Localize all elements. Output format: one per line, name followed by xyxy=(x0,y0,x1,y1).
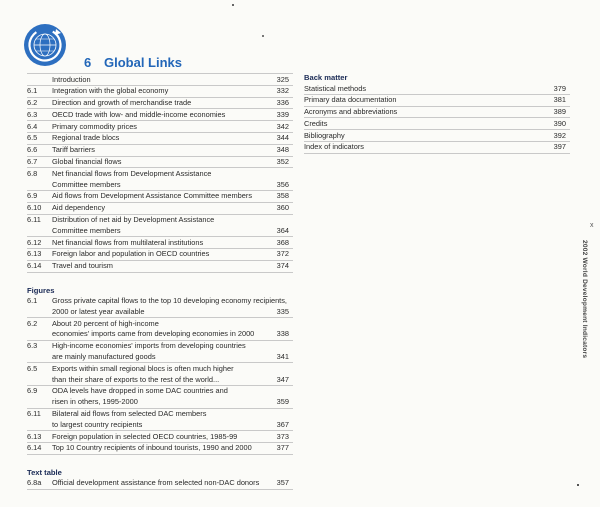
entry-title: Foreign population in selected OECD countries, 1985-99 xyxy=(52,431,238,441)
toc-row-continued xyxy=(27,329,293,341)
toc-row xyxy=(27,86,293,98)
toc-row xyxy=(27,443,293,455)
toc-row xyxy=(304,107,570,119)
toc-row xyxy=(27,431,293,443)
toc-row xyxy=(27,157,293,169)
toc-row xyxy=(27,237,293,249)
entry-title: High-income economies' imports from developing countries xyxy=(52,341,246,351)
entry-title: Top 10 Country recipients of inbound tourists, 1990 and 2000 xyxy=(52,443,252,453)
entry-page: 372 xyxy=(276,249,289,259)
entry-page: 381 xyxy=(553,95,566,105)
entry-title: Primary data documentation xyxy=(304,95,397,105)
entry-title-continued: 2000 or latest year available xyxy=(52,306,145,316)
entry-number: 6.6 xyxy=(27,145,38,155)
entry-page: 392 xyxy=(553,130,566,140)
entry-number: 6.14 xyxy=(27,443,42,453)
entry-page: 358 xyxy=(276,191,289,201)
toc-row xyxy=(27,215,293,226)
globe-logo-icon xyxy=(23,23,67,67)
entry-page: 356 xyxy=(276,179,289,189)
figures-list xyxy=(27,296,293,455)
entry-page: 373 xyxy=(276,431,289,441)
toc-row-continued xyxy=(27,419,293,431)
page-roman-numeral: x xyxy=(590,222,594,229)
entry-title: Bilateral aid flows from selected DAC members xyxy=(52,409,207,419)
toc-row xyxy=(27,296,293,307)
toc-row xyxy=(27,249,293,261)
entry-number: 6.1 xyxy=(27,296,38,306)
entry-title: Foreign labor and population in OECD countries xyxy=(52,249,210,259)
entry-page: 377 xyxy=(276,443,289,453)
entry-title-continued: Committee members xyxy=(52,225,121,235)
entry-page: 336 xyxy=(276,98,289,108)
toc-row xyxy=(304,95,570,107)
entry-title: Integration with the global economy xyxy=(52,86,169,96)
toc-row xyxy=(27,203,293,215)
entry-title: Official development assistance from selected non-DAC donors xyxy=(52,478,260,488)
entry-title-continued: to largest country recipients xyxy=(52,419,143,429)
back-matter-list xyxy=(304,83,570,154)
entry-number: 6.13 xyxy=(27,431,42,441)
toc-row xyxy=(304,83,570,95)
entry-number: 6.2 xyxy=(27,98,38,108)
entry-number: 6.9 xyxy=(27,386,38,396)
entry-number: 6.9 xyxy=(27,191,38,201)
entry-page: 357 xyxy=(276,478,289,488)
entry-number: 6.4 xyxy=(27,121,38,131)
entry-title: Regional trade blocs xyxy=(52,133,120,143)
toc-row xyxy=(304,130,570,142)
toc-row xyxy=(27,133,293,145)
toc-row xyxy=(27,145,293,157)
figures-heading: Figures xyxy=(27,285,55,295)
entry-title: OECD trade with low- and middle-income economies xyxy=(52,109,226,119)
entry-title: Primary commodity prices xyxy=(52,121,138,131)
entry-number: 6.12 xyxy=(27,237,42,247)
speck xyxy=(262,35,264,37)
entry-page: 352 xyxy=(276,157,289,167)
entry-number: 6.11 xyxy=(27,409,41,419)
entry-number: 6.5 xyxy=(27,363,38,373)
entry-page: 364 xyxy=(276,225,289,235)
entry-page: 359 xyxy=(276,397,289,407)
toc-row-continued xyxy=(27,397,293,409)
toc-row xyxy=(27,363,293,374)
entry-number: 6.13 xyxy=(27,249,42,259)
entry-title-continued: than their share of exports to the rest of the world... xyxy=(52,374,220,384)
entry-page: 325 xyxy=(276,74,289,84)
entry-title: About 20 percent of high-income xyxy=(52,318,159,328)
entry-number: 6.2 xyxy=(27,318,38,328)
toc-row xyxy=(304,142,570,154)
toc-row-continued xyxy=(27,225,293,237)
entry-page: 344 xyxy=(276,133,289,143)
entry-title: Net financial flows from multilateral institutions xyxy=(52,237,204,247)
speck xyxy=(577,484,579,486)
contents-right-column xyxy=(304,73,570,154)
toc-row xyxy=(27,386,293,397)
text-table-list xyxy=(27,478,293,490)
entry-title: Aid flows from Development Assistance Committee members xyxy=(52,191,253,201)
toc-row-continued xyxy=(27,306,293,318)
running-head: 2002 World Development Indicators xyxy=(581,240,588,359)
entry-page: 338 xyxy=(276,329,289,339)
toc-row xyxy=(27,318,293,329)
entry-title-continued: are mainly manufactured goods xyxy=(52,352,156,362)
toc-row-continued xyxy=(27,374,293,386)
entry-number: 6.3 xyxy=(27,341,38,351)
entry-page: 342 xyxy=(276,121,289,131)
entry-number: 6.14 xyxy=(27,261,42,271)
entry-title: Gross private capital flows to the top 10 developing economy recipients, xyxy=(52,296,287,306)
toc-row xyxy=(27,341,293,352)
entry-title: Bibliography xyxy=(304,130,345,140)
chapter-title: Global Links xyxy=(104,55,183,70)
entry-page: 332 xyxy=(276,86,289,96)
toc-row-continued xyxy=(27,179,293,191)
entry-title: Direction and growth of merchandise trade xyxy=(52,98,192,108)
entry-title: Aid dependency xyxy=(52,203,106,213)
toc-row xyxy=(27,168,293,179)
entry-number: 6.1 xyxy=(27,86,38,96)
entry-page: 390 xyxy=(553,118,566,128)
entry-title-continued: risen in others, 1995-2000 xyxy=(52,397,138,407)
text-table-heading: Text table xyxy=(27,467,62,477)
entry-page: 335 xyxy=(276,306,289,316)
entry-page: 341 xyxy=(276,352,289,362)
entry-page: 379 xyxy=(553,83,566,93)
entry-page: 348 xyxy=(276,145,289,155)
entry-title-continued: Committee members xyxy=(52,179,121,189)
entry-title: Statistical methods xyxy=(304,83,367,93)
toc-row xyxy=(27,261,293,273)
toc-row xyxy=(27,73,293,86)
entry-page: 339 xyxy=(276,109,289,119)
entry-title: Acronyms and abbreviations xyxy=(304,107,398,117)
back-matter-heading: Back matter xyxy=(304,73,348,82)
entry-number: 6.7 xyxy=(27,157,38,167)
toc-row xyxy=(27,191,293,203)
entry-number: 6.5 xyxy=(27,133,38,143)
entry-number: 6.10 xyxy=(27,203,42,213)
toc-row xyxy=(27,109,293,121)
toc-row xyxy=(304,118,570,130)
entry-title: Net financial flows from Development Assistance xyxy=(52,168,212,178)
toc-row xyxy=(27,121,293,133)
contents-left-column xyxy=(27,73,293,490)
toc-row xyxy=(27,98,293,110)
entry-title: ODA levels have dropped in some DAC countries and xyxy=(52,386,228,396)
entry-title-continued: economies' imports came from developing economies in 2000 xyxy=(52,329,255,339)
entry-title: Exports within small regional blocs is often much higher xyxy=(52,363,234,373)
entry-title: Tariff barriers xyxy=(52,145,95,155)
entry-title: Credits xyxy=(304,118,328,128)
entry-number: 6.11 xyxy=(27,215,41,225)
entry-number: 6.3 xyxy=(27,109,38,119)
entry-title: Index of indicators xyxy=(304,142,364,152)
entry-page: 374 xyxy=(276,261,289,271)
toc-row xyxy=(27,409,293,420)
entry-page: 347 xyxy=(276,374,289,384)
entry-title: Global financial flows xyxy=(52,157,122,167)
entry-title: Distribution of net aid by Development Assistance xyxy=(52,215,215,225)
entry-page: 397 xyxy=(553,142,566,152)
tables-list xyxy=(27,73,293,273)
entry-page: 368 xyxy=(276,237,289,247)
entry-page: 367 xyxy=(276,419,289,429)
entry-page: 360 xyxy=(276,203,289,213)
entry-number: 6.8 xyxy=(27,168,38,178)
chapter-number: 6 xyxy=(84,55,92,70)
toc-row xyxy=(27,478,293,490)
speck xyxy=(232,4,234,6)
entry-title: Travel and tourism xyxy=(52,261,113,271)
toc-row-continued xyxy=(27,352,293,364)
entry-page: 389 xyxy=(553,107,566,117)
entry-title: Introduction xyxy=(52,74,91,84)
entry-number: 6.8a xyxy=(27,478,42,488)
